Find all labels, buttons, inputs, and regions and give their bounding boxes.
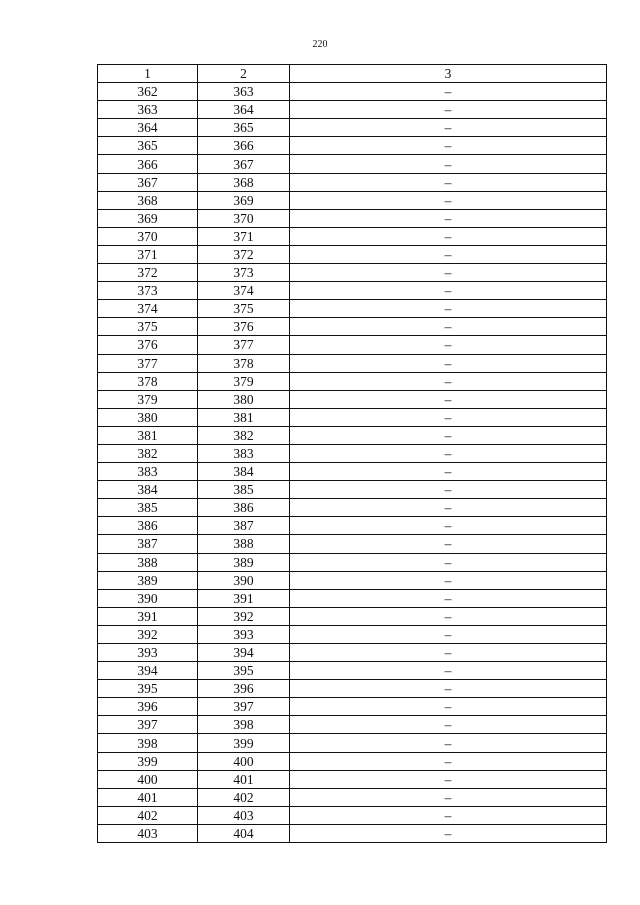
table-cell-col-1: 367 — [98, 173, 198, 191]
table-cell-col-1: 366 — [98, 155, 198, 173]
table-cell-col-3: – — [290, 553, 607, 571]
column-header-1: 1 — [98, 65, 198, 83]
table-cell-col-3: – — [290, 625, 607, 643]
table-cell-col-1: 382 — [98, 444, 198, 462]
table-row — [98, 282, 607, 300]
table-row — [98, 318, 607, 336]
table-cell-col-3: – — [290, 318, 607, 336]
table-cell-col-3: – — [290, 426, 607, 444]
table-cell-col-2: 379 — [198, 372, 290, 390]
table-cell-col-2: 395 — [198, 662, 290, 680]
table-cell-col-1: 381 — [98, 426, 198, 444]
table-cell-col-3: – — [290, 734, 607, 752]
table-cell-col-2: 381 — [198, 408, 290, 426]
table-cell-col-1: 400 — [98, 770, 198, 788]
table-cell-col-3: – — [290, 680, 607, 698]
table-cell-col-1: 368 — [98, 191, 198, 209]
table-body — [98, 83, 607, 843]
table-cell-col-2: 385 — [198, 481, 290, 499]
table-cell-col-2: 370 — [198, 209, 290, 227]
table-cell-col-1: 377 — [98, 354, 198, 372]
table-row — [98, 173, 607, 191]
table-cell-col-1: 372 — [98, 264, 198, 282]
table-cell-col-2: 384 — [198, 463, 290, 481]
table-row — [98, 680, 607, 698]
table-cell-col-2: 363 — [198, 83, 290, 101]
table-cell-col-2: 387 — [198, 517, 290, 535]
table-cell-col-2: 396 — [198, 680, 290, 698]
table-cell-col-3: – — [290, 155, 607, 173]
table-cell-col-2: 397 — [198, 698, 290, 716]
table-row — [98, 517, 607, 535]
table-cell-col-2: 366 — [198, 137, 290, 155]
table-cell-col-2: 390 — [198, 571, 290, 589]
table-row — [98, 336, 607, 354]
table-cell-col-1: 370 — [98, 227, 198, 245]
table-cell-col-1: 362 — [98, 83, 198, 101]
table-cell-col-3: – — [290, 463, 607, 481]
table-cell-col-3: – — [290, 589, 607, 607]
table-cell-col-2: 401 — [198, 770, 290, 788]
table-row — [98, 607, 607, 625]
table-row — [98, 481, 607, 499]
table-cell-col-2: 402 — [198, 788, 290, 806]
table-cell-col-2: 376 — [198, 318, 290, 336]
table-cell-col-1: 399 — [98, 752, 198, 770]
table-cell-col-2: 380 — [198, 390, 290, 408]
table-cell-col-3: – — [290, 806, 607, 824]
table-cell-col-3: – — [290, 354, 607, 372]
table-cell-col-1: 369 — [98, 209, 198, 227]
table-cell-col-3: – — [290, 119, 607, 137]
table-cell-col-1: 393 — [98, 644, 198, 662]
table-cell-col-3: – — [290, 372, 607, 390]
table-cell-col-3: – — [290, 101, 607, 119]
table-header-row — [98, 65, 607, 83]
table-cell-col-3: – — [290, 173, 607, 191]
table-cell-col-2: 399 — [198, 734, 290, 752]
table-cell-col-1: 380 — [98, 408, 198, 426]
table-row — [98, 553, 607, 571]
table-row — [98, 716, 607, 734]
table-cell-col-1: 379 — [98, 390, 198, 408]
table-cell-col-3: – — [290, 607, 607, 625]
table-cell-col-3: – — [290, 644, 607, 662]
table-row — [98, 372, 607, 390]
table-cell-col-3: – — [290, 227, 607, 245]
table-cell-col-3: – — [290, 824, 607, 842]
table-cell-col-2: 389 — [198, 553, 290, 571]
table-cell-col-1: 401 — [98, 788, 198, 806]
table-cell-col-2: 403 — [198, 806, 290, 824]
table-cell-col-2: 377 — [198, 336, 290, 354]
table-cell-col-1: 374 — [98, 300, 198, 318]
table-cell-col-1: 365 — [98, 137, 198, 155]
table-row — [98, 390, 607, 408]
table-cell-col-3: – — [290, 517, 607, 535]
table-row — [98, 463, 607, 481]
table-cell-col-3: – — [290, 788, 607, 806]
table-row — [98, 499, 607, 517]
table-cell-col-1: 378 — [98, 372, 198, 390]
table-cell-col-1: 398 — [98, 734, 198, 752]
table-cell-col-3: – — [290, 137, 607, 155]
table-cell-col-1: 394 — [98, 662, 198, 680]
table-cell-col-3: – — [290, 716, 607, 734]
table-row — [98, 571, 607, 589]
table-cell-col-1: 373 — [98, 282, 198, 300]
table-cell-col-2: 391 — [198, 589, 290, 607]
table-cell-col-2: 400 — [198, 752, 290, 770]
table-row — [98, 535, 607, 553]
table-cell-col-1: 403 — [98, 824, 198, 842]
table-cell-col-2: 404 — [198, 824, 290, 842]
table-row — [98, 408, 607, 426]
table-cell-col-3: – — [290, 408, 607, 426]
table-row — [98, 83, 607, 101]
table-cell-col-3: – — [290, 336, 607, 354]
table-cell-col-3: – — [290, 282, 607, 300]
table-row — [98, 770, 607, 788]
table-row — [98, 444, 607, 462]
table-cell-col-2: 382 — [198, 426, 290, 444]
table-cell-col-1: 385 — [98, 499, 198, 517]
table-cell-col-3: – — [290, 300, 607, 318]
table-row — [98, 119, 607, 137]
table-cell-col-3: – — [290, 481, 607, 499]
table-cell-col-1: 388 — [98, 553, 198, 571]
table-cell-col-2: 371 — [198, 227, 290, 245]
table-cell-col-1: 390 — [98, 589, 198, 607]
table-row — [98, 191, 607, 209]
table-cell-col-1: 397 — [98, 716, 198, 734]
table-cell-col-1: 396 — [98, 698, 198, 716]
table-cell-col-2: 393 — [198, 625, 290, 643]
table-cell-col-3: – — [290, 444, 607, 462]
table-row — [98, 209, 607, 227]
table-cell-col-2: 374 — [198, 282, 290, 300]
table-row — [98, 644, 607, 662]
column-header-3: 3 — [290, 65, 607, 83]
table-row — [98, 137, 607, 155]
table-row — [98, 426, 607, 444]
table-row — [98, 101, 607, 119]
table-cell-col-1: 371 — [98, 245, 198, 263]
table-cell-col-1: 363 — [98, 101, 198, 119]
table-cell-col-1: 392 — [98, 625, 198, 643]
page-number: 220 — [312, 39, 328, 50]
table-cell-col-2: 394 — [198, 644, 290, 662]
table-cell-col-2: 365 — [198, 119, 290, 137]
table-cell-col-1: 384 — [98, 481, 198, 499]
table-cell-col-1: 364 — [98, 119, 198, 137]
table-row — [98, 245, 607, 263]
table-cell-col-2: 386 — [198, 499, 290, 517]
table-cell-col-2: 383 — [198, 444, 290, 462]
table-cell-col-3: – — [290, 499, 607, 517]
table-cell-col-1: 383 — [98, 463, 198, 481]
table-row — [98, 589, 607, 607]
table-cell-col-1: 402 — [98, 806, 198, 824]
table-cell-col-3: – — [290, 752, 607, 770]
table-cell-col-2: 388 — [198, 535, 290, 553]
table-cell-col-3: – — [290, 264, 607, 282]
table-cell-col-1: 395 — [98, 680, 198, 698]
table-cell-col-3: – — [290, 698, 607, 716]
table-cell-col-3: – — [290, 191, 607, 209]
table-cell-col-3: – — [290, 83, 607, 101]
table-cell-col-2: 369 — [198, 191, 290, 209]
data-table — [97, 64, 607, 843]
table-cell-col-2: 375 — [198, 300, 290, 318]
table-row — [98, 806, 607, 824]
column-header-2: 2 — [198, 65, 290, 83]
table-row — [98, 625, 607, 643]
table-cell-col-2: 368 — [198, 173, 290, 191]
table-row — [98, 662, 607, 680]
table-row — [98, 300, 607, 318]
table-cell-col-3: – — [290, 770, 607, 788]
table-cell-col-1: 391 — [98, 607, 198, 625]
table-cell-col-3: – — [290, 245, 607, 263]
table-row — [98, 788, 607, 806]
table-cell-col-2: 392 — [198, 607, 290, 625]
table-cell-col-1: 387 — [98, 535, 198, 553]
table-row — [98, 698, 607, 716]
table-cell-col-3: – — [290, 571, 607, 589]
table-cell-col-3: – — [290, 390, 607, 408]
table-cell-col-1: 375 — [98, 318, 198, 336]
table-cell-col-2: 378 — [198, 354, 290, 372]
table-cell-col-1: 376 — [98, 336, 198, 354]
table-cell-col-2: 364 — [198, 101, 290, 119]
table-row — [98, 227, 607, 245]
table-row — [98, 155, 607, 173]
table-row — [98, 734, 607, 752]
table-cell-col-1: 389 — [98, 571, 198, 589]
table-cell-col-2: 367 — [198, 155, 290, 173]
table-cell-col-3: – — [290, 535, 607, 553]
table-cell-col-3: – — [290, 209, 607, 227]
table-row — [98, 824, 607, 842]
table-cell-col-2: 372 — [198, 245, 290, 263]
table-cell-col-2: 398 — [198, 716, 290, 734]
table-cell-col-2: 373 — [198, 264, 290, 282]
table-row — [98, 354, 607, 372]
table-row — [98, 752, 607, 770]
table-cell-col-3: – — [290, 662, 607, 680]
table-row — [98, 264, 607, 282]
table-cell-col-1: 386 — [98, 517, 198, 535]
